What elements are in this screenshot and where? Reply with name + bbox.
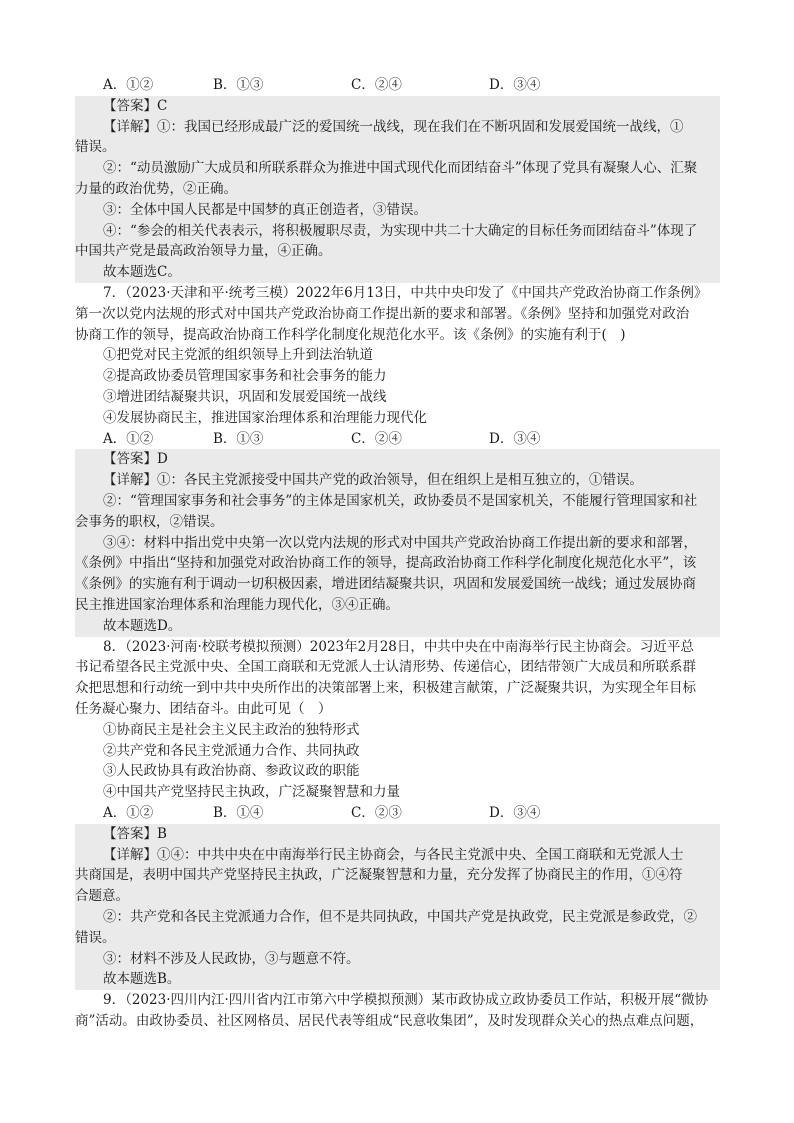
answer-line-cont: 共商国是，表明中国共产党坚持民主执政，广泛凝聚智慧和力量，充分发挥了协商民主的作用，①④符 [75,865,720,886]
answer-line: ③：全体中国人民都是中国梦的真正创造者，③错误。 [75,200,720,221]
question-line: 8．（2023·河南·校联考模拟预测）2023年2月28日，中共中央在中南海举行民主协商会。习近平总 [103,638,694,655]
question-line-cont: 协商工作的领导，提高政治协商工作科学化制度化规范化水平。该《条例》的实施有利于( ) [75,326,626,343]
statement-item: ①把党对民主党派的组织领导上升到法治轨道 [103,347,373,364]
question-line-cont: 书记希望各民主党派中央、全国工商联和无党派人士认清形势、传递信心，团结带领广大成员和所联系群 [75,659,696,676]
answer-line-cont: 力量的政治优势，②正确。 [75,179,720,200]
question-line-cont: 任务凝心聚力、团结奋斗。由此可见（ ） [75,701,332,717]
answer-line-cont: 《条例》的实施有利于调动一切积极因素，增进团结凝聚共识，巩固和发展爱国统一战线；通过发展协商 [75,574,720,595]
answer-line: 【答案】D [75,449,720,470]
option-c: C．②④ [351,77,402,93]
statement-item: ③人民政协具有政治协商、参政议政的职能 [103,763,360,780]
answer-line: ②：“动员激励广大成员和所联系群众为推进中国式现代化而团结奋斗”体现了党具有凝聚人心、汇聚 [75,158,720,179]
answer-line: ③：材料不涉及人民政协，③与题意不符。 [75,949,720,970]
answer-line-cont: 会事务的职权，②错误。 [75,512,720,533]
answer-line: ②：共产党和各民主党派通力合作，但不是共同执政，中国共产党是执政党，民主党派是参政党，② [75,907,720,928]
statement-item: ②共产党和各民主党派通力合作、共同执政 [103,742,360,759]
statement-item: ④中国共产党坚持民主执政，广泛凝聚智慧和力量 [103,784,400,801]
question-line-cont: 众把思想和行动统一到中共中央所作出的决策部署上来，积极建言献策，广泛凝聚共识，为实现全年目标 [75,680,696,697]
statement-item: ②提高政协委员管理国家事务和社会事务的能力 [103,368,387,385]
answer-line-cont: 合题意。 [75,886,720,907]
option-b: B．①③ [213,77,264,93]
statement-item: ①协商民主是社会主义民主政治的独特形式 [103,721,360,738]
answer-line: ②：“管理国家事务和社会事务”的主体是国家机关，政协委员不是国家机关，不能履行管理国家和社 [75,491,720,512]
answer-line: 【详解】①：各民主党派接受中国共产党的政治领导，但在组织上是相互独立的，①错误。 [75,470,720,491]
option-d: D．③④ [489,430,541,447]
answer-options [75,803,541,824]
option-c: C．②④ [351,430,402,447]
option-d: D．③④ [489,805,541,821]
option-a: A．①② [103,805,154,821]
answer-line-cont: 错误。 [75,928,720,949]
answer-line-cont: 中国共产党是最高政治领导力量，④正确。 [75,241,720,262]
option-a: A．①② [103,77,154,93]
answer-options [75,429,541,450]
option-b: B．①③ [213,430,264,447]
option-c: C．②③ [351,805,402,821]
question-line-cont: 商”活动。由政协委员、社区网格员、居民代表等组成“民意收集团”，及时发现群众关心的热点难点问题， [75,1013,704,1029]
option-d: D．③④ [489,77,541,93]
answer-line: 故本题选B。 [75,969,720,990]
option-a: A．①② [103,430,154,447]
answer-line: 【详解】①：我国已经形成最广泛的爱国统一战线，现在我们在不断巩固和发展爱国统一战线，① [75,117,720,138]
answer-line: ③④：材料中指出党中央第一次以党内法规的形式对中国共产党政治协商工作提出新的要求和部署， [75,533,720,554]
option-b: B．①④ [213,805,264,821]
answer-line-cont: 错误。 [75,137,720,158]
answer-options [75,75,541,96]
answer-line: 【详解】①④：中共中央在中南海举行民主协商会，与各民主党派中央、全国工商联和无党派人士 [75,845,720,866]
answer-line: 故本题选D。 [75,616,720,637]
answer-line-cont: 民主推进国家治理体系和治理能力现代化，③④正确。 [75,595,720,616]
question-line: 9．（2023·四川内江·四川省内江市第六中学模拟预测）某市政协成立政协委员工作站，积极开展“微协 [103,992,709,1009]
answer-line: ④：“参会的相关代表表示，将积极履职尽责，为实现中共二十大确定的目标任务而团结奋斗”体现了 [75,221,720,242]
answer-line-cont: 《条例》中指出“坚持和加强党对政治协商工作的领导，提高政治协商工作科学化制度化规范化水平”，该 [75,553,720,574]
question-line: 7．（2023·天津和平·统考三模）2022年6月13日，中共中央印发了《中国共产党政治协商工作条例》 [103,285,708,301]
question-line-cont: 第一次以党内法规的形式对中国共产党政治协商工作提出新的要求和部署。《条例》坚持和加强党对政治 [75,305,690,322]
answer-line: 故本题选C。 [75,262,720,283]
statement-item: ③增进团结凝聚共识，巩固和发展爱国统一战线 [103,389,387,405]
answer-line: 【答案】C [75,96,720,117]
statement-item: ④发展协商民主，推进国家治理体系和治理能力现代化 [103,409,427,426]
answer-line: 【答案】B [75,824,720,845]
